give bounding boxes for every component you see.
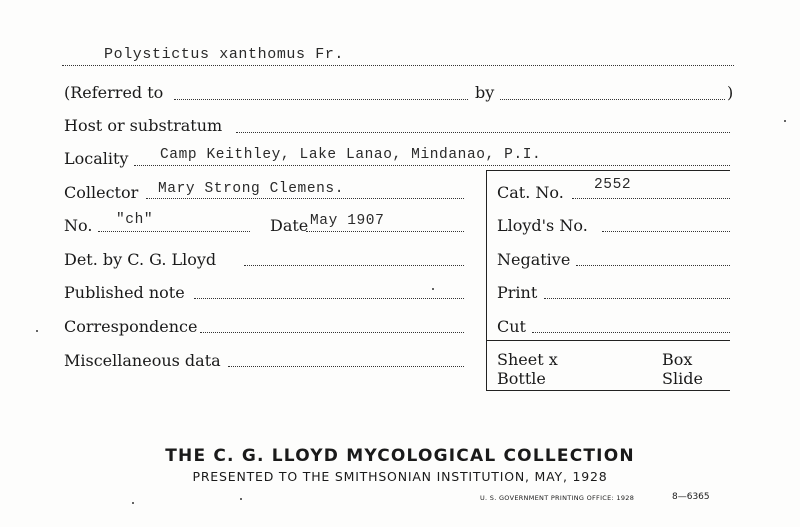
correspondence-line	[200, 332, 464, 333]
right-panel-lower-rule	[486, 340, 730, 341]
scan-speck	[432, 288, 434, 290]
scan-speck	[132, 502, 134, 504]
host-label: Host or substratum	[64, 116, 223, 135]
published-note-line	[194, 298, 464, 299]
scan-speck	[240, 498, 242, 500]
slide-label: Slide	[662, 369, 703, 388]
date-label: Date	[270, 216, 309, 235]
printing-office-note: U. S. GOVERNMENT PRINTING OFFICE: 1928	[480, 494, 635, 502]
sheet-label: Sheet x	[497, 350, 558, 369]
no-value: "ch"	[116, 212, 154, 228]
correspondence-label: Correspondence	[64, 317, 198, 336]
published-note-label: Published note	[64, 283, 185, 302]
locality-label: Locality	[64, 149, 129, 168]
det-by-label: Det. by C. G. Lloyd	[64, 250, 217, 269]
no-line	[98, 231, 250, 232]
box-label: Box	[662, 350, 693, 369]
bottle-label: Bottle	[497, 369, 546, 388]
collection-subtitle: PRESENTED TO THE SMITHSONIAN INSTITUTION, MAY, 1928	[192, 469, 608, 484]
misc-data-label: Miscellaneous data	[64, 351, 221, 370]
species-name: Polystictus xanthomus Fr.	[104, 46, 345, 63]
misc-data-line	[228, 366, 464, 367]
right-panel-bottom-rule	[486, 390, 730, 391]
host-line	[236, 132, 730, 133]
cat-no-value: 2552	[594, 177, 632, 193]
right-panel-top-rule	[486, 170, 730, 171]
date-value: May 1907	[310, 213, 385, 229]
close-paren: )	[727, 83, 734, 102]
print-line	[544, 298, 730, 299]
date-line	[306, 231, 464, 232]
by-line	[500, 99, 725, 100]
species-line	[62, 65, 734, 66]
collector-label: Collector	[64, 183, 139, 202]
lloyds-no-label: Lloyd's No.	[497, 216, 588, 235]
locality-line	[134, 165, 730, 166]
right-panel-divider	[486, 170, 487, 390]
by-label: by	[475, 83, 495, 102]
negative-line	[576, 265, 730, 266]
cat-no-label: Cat. No.	[497, 183, 564, 202]
collector-value: Mary Strong Clemens.	[158, 181, 345, 197]
form-code: 8—6365	[672, 492, 710, 502]
no-label: No.	[64, 216, 93, 235]
print-label: Print	[497, 283, 538, 302]
cut-label: Cut	[497, 317, 526, 336]
locality-value: Camp Keithley, Lake Lanao, Mindanao, P.I.	[160, 147, 542, 163]
scan-speck	[784, 120, 786, 122]
cut-line	[532, 332, 730, 333]
negative-label: Negative	[497, 250, 571, 269]
scan-speck	[36, 330, 38, 332]
referred-to-line	[174, 99, 468, 100]
cat-no-line	[572, 198, 730, 199]
det-by-line	[244, 265, 464, 266]
collector-line	[146, 198, 464, 199]
lloyds-no-line	[602, 231, 730, 232]
collection-title: THE C. G. LLOYD MYCOLOGICAL COLLECTION	[165, 446, 635, 466]
referred-to-label: (Referred to	[64, 83, 164, 102]
